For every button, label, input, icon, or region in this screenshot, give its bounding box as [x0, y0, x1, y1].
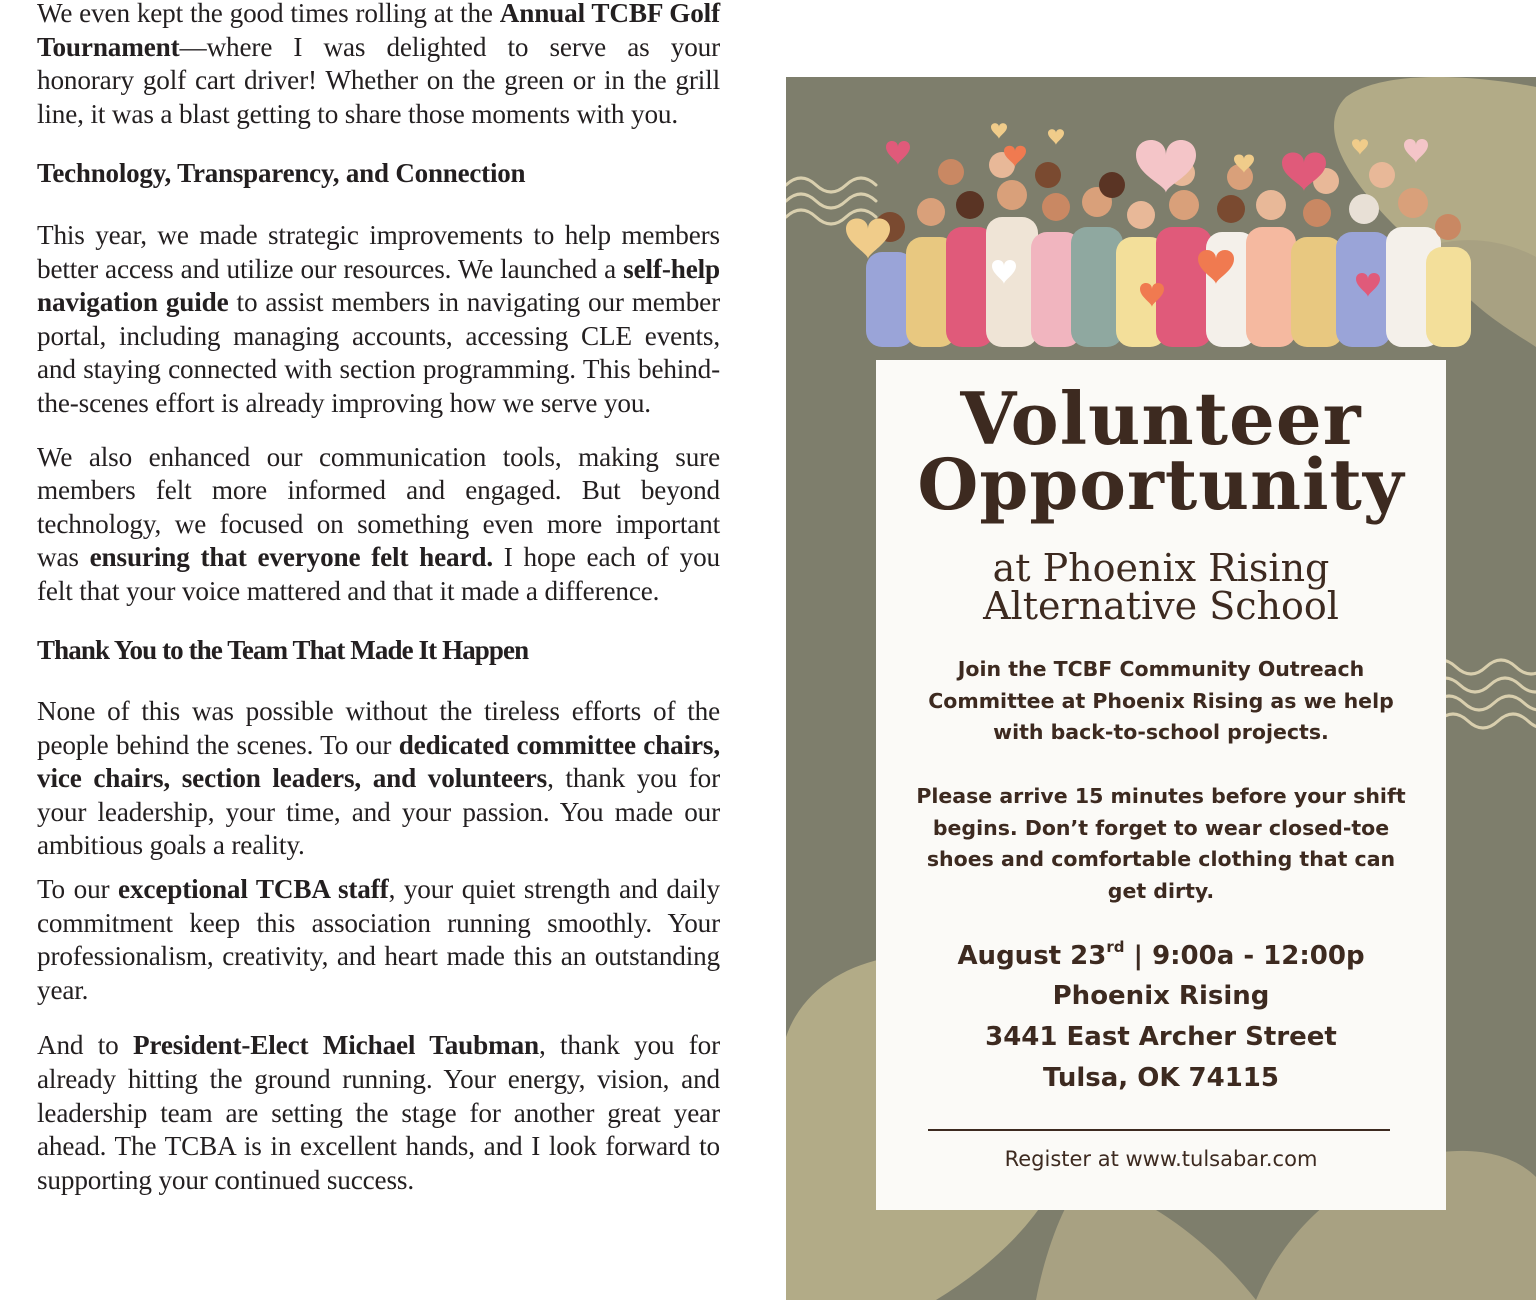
- para3-text: None of this was possible without the tireless efforts of the people behind the scenes. To our: [37, 696, 720, 760]
- flyer-title-line1: Volunteer: [960, 376, 1362, 461]
- para1-text-end: to assist members in navigating our member portal, including managing accounts, accessing CLE events, and staying connected with section programming. This behind-the-scenes effort is already improving how we serve you.: [37, 287, 720, 418]
- para3-text-end: , thank you for your leadership, your time, and your passion. You made our ambitious goals a reality.: [37, 763, 721, 861]
- paragraph-president-elect: [37, 1029, 720, 1197]
- crowd-bodies: [866, 217, 1471, 347]
- para4-text-end: , your quiet strength and daily commitment keep this association running smoothly. Your professionalism, creativity, and heart made this an outstanding year.: [37, 874, 720, 1005]
- flyer-subtitle-line2: Alternative School: [983, 584, 1339, 628]
- event-date-suffix: rd: [1106, 938, 1125, 956]
- article-column: [37, 0, 720, 1197]
- flyer-paragraph-arrive: Please arrive 15 minutes before your shift begins. Don’t forget to wear closed-toe shoes and comfortable clothing that can get dirty.: [916, 784, 1406, 903]
- para5-bold: President-Elect Michael Taubman: [132, 1030, 539, 1061]
- para5-text: And to: [37, 1030, 133, 1061]
- divider-rule: [928, 1129, 1390, 1131]
- event-city: Tulsa, OK 74115: [1042, 1063, 1279, 1093]
- wave-lines-left: [786, 178, 876, 224]
- para2-text: We also enhanced our communication tools, making sure members felt more informed and engaged. But beyond technology, we focused on something even more important was: [37, 441, 720, 573]
- para4-text: To our: [37, 874, 119, 905]
- para1-text: This year, we made strategic improvements to help members better access and utilize our resources. We launched a: [37, 219, 720, 284]
- paragraph-improvements: [37, 219, 720, 421]
- paragraph-communication: [37, 441, 720, 609]
- para2-bold: ensuring that everyone felt heard.: [89, 542, 494, 573]
- flyer-paragraph-join: Join the TCBF Community Outreach Committee at Phoenix Rising as we help with back-to-school projects.: [928, 657, 1394, 744]
- para1-bold: self-help navigation guide: [37, 253, 720, 318]
- event-street-address: 3441 East Archer Street: [985, 1022, 1337, 1052]
- paragraph-staff: [37, 873, 720, 1007]
- event-time: | 9:00a - 12:00p: [1124, 941, 1365, 971]
- paragraph-team: [37, 695, 720, 863]
- section-heading-thank-you: Thank You to the Team That Made It Happen: [37, 634, 529, 665]
- flyer-subtitle-line1: at Phoenix Rising: [992, 546, 1330, 590]
- event-location: Phoenix Rising: [1052, 981, 1270, 1011]
- flyer-title-line2: Opportunity: [917, 443, 1405, 526]
- section-heading-technology: Technology, Transparency, and Connection: [37, 158, 526, 189]
- intro-text: We even kept the good times rolling at the: [37, 0, 500, 28]
- intro-text-end: —where I was delighted to serve as your honorary golf cart driver! Whether on the green or in the grill line, it was a blast getting to share those moments with you.: [37, 31, 720, 129]
- register-link[interactable]: Register at www.tulsabar.com: [1004, 1147, 1318, 1171]
- intro-paragraph: [37, 0, 720, 131]
- para2-text-end: I hope each of you felt that your voice mattered and that it made a difference.: [37, 542, 721, 606]
- event-date: August 23: [957, 941, 1107, 971]
- para5-text-end: , thank you for already hitting the ground running. Your energy, vision, and leadership team are setting the stage for another great year ahead. The TCBA is in excellent hands, and I look forward to supporting your continued success.: [37, 1030, 720, 1195]
- flyer-info-card: [876, 360, 1446, 1210]
- para4-bold: exceptional TCBA staff: [118, 874, 389, 905]
- intro-bold: Annual TCBF Golf Tournament: [37, 0, 720, 62]
- volunteer-flyer: [786, 77, 1536, 1300]
- event-date-time: [876, 936, 1446, 976]
- para3-bold: dedicated committee chairs, vice chairs, section leaders, and volunteers: [37, 729, 720, 794]
